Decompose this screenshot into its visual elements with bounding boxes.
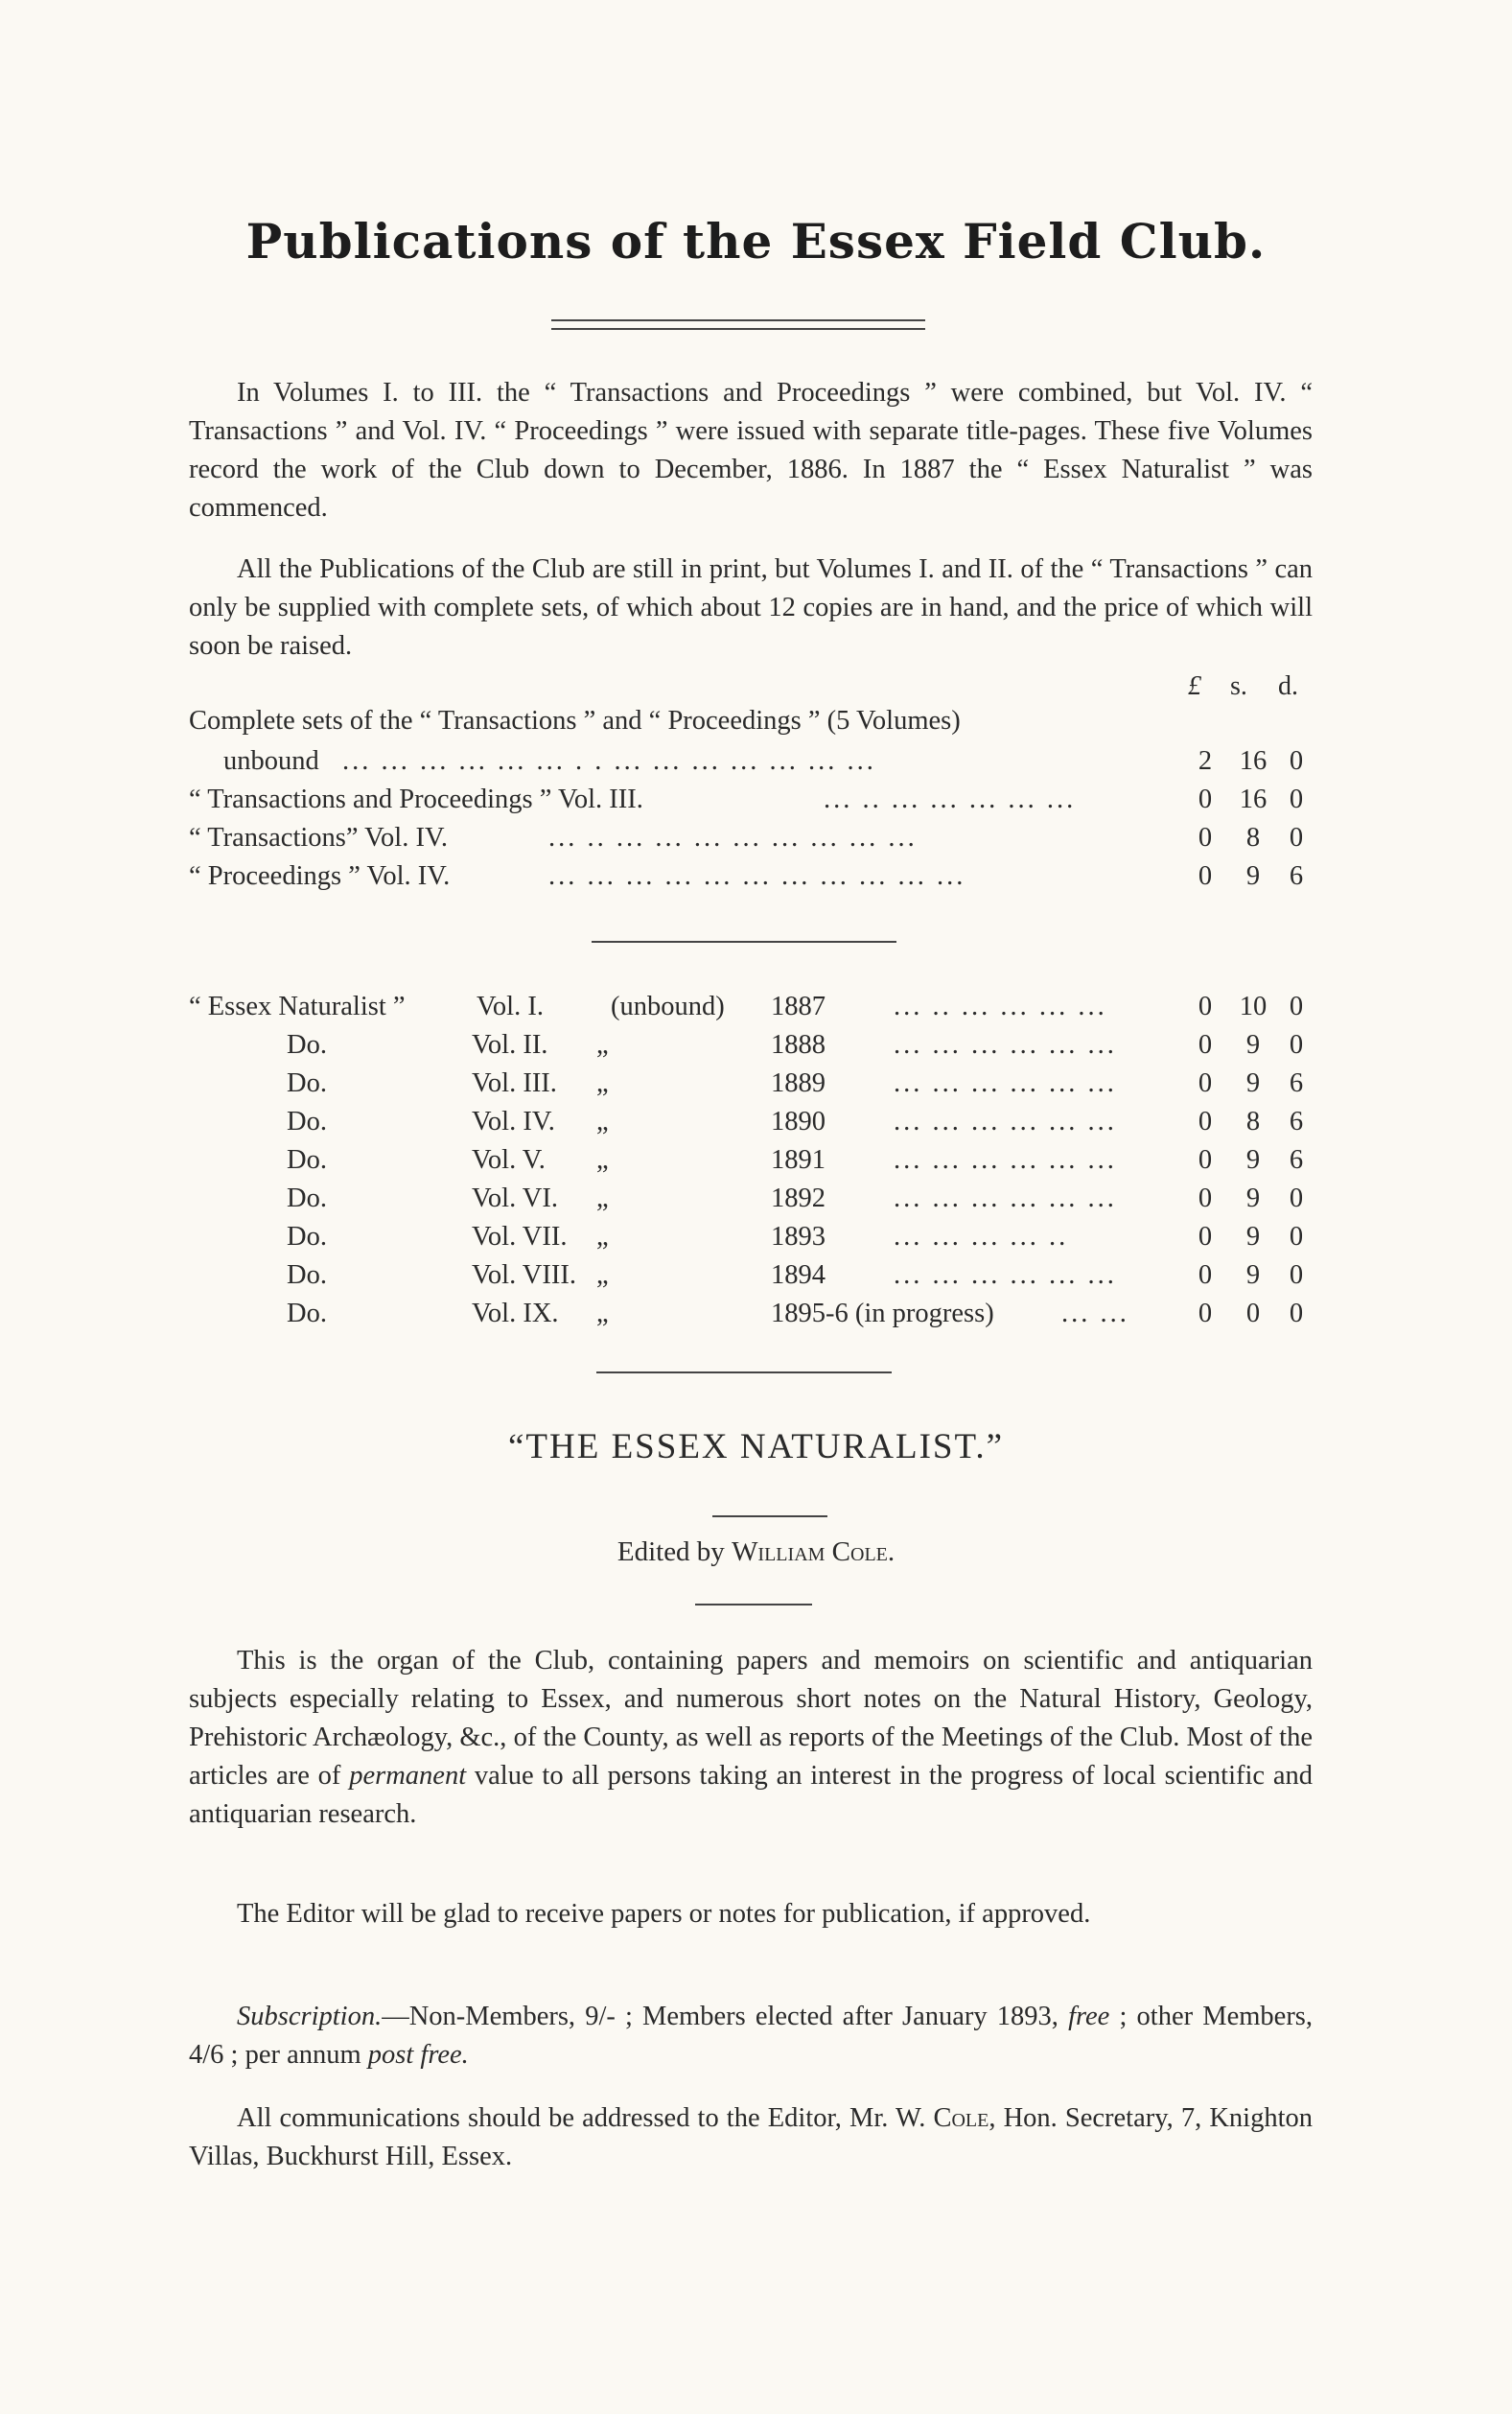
section-rule: [596, 1371, 892, 1373]
price-row: [189, 742, 1313, 781]
price-shillings: 9: [1245, 1145, 1261, 1175]
price-shillings: 8: [1245, 1107, 1261, 1137]
price-row: [189, 819, 1313, 857]
naturalist-note: „: [596, 1299, 609, 1328]
pence-header: d.: [1278, 671, 1298, 701]
price-pounds: 0: [1198, 785, 1213, 814]
price-pounds: 2: [1198, 746, 1213, 776]
title-rule: [551, 319, 925, 330]
naturalist-volume: Vol. II.: [472, 1030, 548, 1060]
price-pounds: 0: [1198, 823, 1213, 853]
price-shillings: 9: [1245, 1222, 1261, 1252]
naturalist-name: Do.: [287, 1030, 327, 1060]
page-title: Publications of the Essex Field Club.: [245, 213, 1267, 270]
naturalist-row: [189, 988, 1313, 1026]
naturalist-year: 1891: [771, 1145, 826, 1175]
naturalist-paragraph-1: This is the organ of the Club, containing papers and memoirs on scientific and antiquarian subjects especially relating to Essex, and numerous short notes on the Natural History, Geology, Prehistoric Archæology, &c., of the County, as well as reports of the Meetings of the Club. Most of the articles are of permanent value to all persons taking an interest in the progress of local scientific and antiquarian research.: [189, 1646, 1313, 1829]
price-pence: 0: [1289, 1184, 1304, 1213]
naturalist-volume: Vol. IV.: [472, 1107, 555, 1137]
price-pence: 0: [1289, 823, 1304, 853]
price-shillings: 10: [1239, 992, 1268, 1021]
price-pence: 6: [1289, 1068, 1304, 1098]
leader-dots: ... ... ... ... ... ...: [894, 1030, 1117, 1060]
intro-paragraph-1: In Volumes I. to III. the “ Transactions and Proceedings ” were combined, but Vol. IV. “ Transactions ” and Vol. IV. “ Proceedings ” were issued with separate title-pages. These five Volumes record the work of the Club down to December, 1886. In 1887 the “ Essex Naturalist ” was commenced.: [189, 378, 1313, 523]
naturalist-note: „: [596, 1145, 609, 1175]
edited-by-label: Edited by: [616, 1536, 725, 1567]
naturalist-row: [189, 1026, 1313, 1065]
price-pounds: 0: [1198, 1222, 1213, 1252]
naturalist-volume: Vol. V.: [472, 1145, 546, 1175]
price-row-label: “ Transactions” Vol. IV.: [189, 823, 448, 853]
price-pence: 0: [1289, 785, 1304, 814]
naturalist-year: 1894: [771, 1260, 826, 1290]
naturalist-name: Do.: [287, 1184, 327, 1213]
leader-dots: ... ... ... ... ... ... . . ... ... ... ... ... ... ...: [342, 746, 876, 776]
price-pence: 6: [1289, 1107, 1304, 1137]
free-emphasis: free: [1068, 2002, 1110, 2031]
price-pounds: 0: [1198, 1030, 1213, 1060]
sets-intro: Complete sets of the “ Transactions ” and “ Proceedings ” (5 Volumes): [189, 706, 961, 736]
price-pence: 0: [1289, 1299, 1304, 1328]
price-pence: 0: [1289, 992, 1304, 1021]
price-pence: 0: [1289, 1260, 1304, 1290]
naturalist-row: [189, 1065, 1313, 1103]
naturalist-year: 1887: [771, 992, 826, 1021]
section-rule: [592, 941, 896, 943]
subscription-paragraph: Subscription.—Non-Members, 9/- ; Members elected after January 1893, free ; other Members, 4/6 ; per annum post free.: [189, 2002, 1314, 2070]
naturalist-name: Do.: [287, 1222, 327, 1252]
leader-dots: ... ... ... ... ... ...: [894, 1145, 1117, 1175]
naturalist-name: Do.: [287, 1107, 327, 1137]
naturalist-name: Do.: [287, 1260, 327, 1290]
leader-dots: ... ... ... ... ... ... ... ... ... ... ...: [548, 861, 966, 891]
price-pounds: 0: [1198, 992, 1213, 1021]
naturalist-year: 1889: [771, 1068, 826, 1098]
leader-dots: ... ... ... ... ..: [894, 1222, 1069, 1252]
price-shillings: 8: [1245, 823, 1261, 853]
editor-line: [0, 1536, 1512, 1568]
price-row: [189, 857, 1313, 896]
naturalist-year: 1895-6 (in progress): [771, 1299, 994, 1328]
price-pounds: 0: [1198, 1184, 1213, 1213]
naturalist-note: (unbound): [611, 992, 725, 1021]
post-free-emphasis: post free.: [367, 2040, 469, 2070]
contact-name: Cole,: [933, 2103, 996, 2133]
naturalist-volume: Vol. III.: [472, 1068, 557, 1098]
naturalist-row: [189, 1180, 1313, 1218]
naturalist-volume: Vol. IX.: [472, 1299, 559, 1328]
naturalist-name: Do.: [287, 1068, 327, 1098]
leader-dots: ... .. ... ... ... ... ...: [824, 785, 1077, 814]
price-row-label: unbound: [223, 746, 319, 776]
price-shillings: 16: [1239, 785, 1268, 814]
price-shillings: 9: [1245, 1030, 1261, 1060]
naturalist-paragraph-2: The Editor will be glad to receive papers or notes for publication, if approved.: [237, 1899, 1091, 1929]
leader-dots: ... ... ... ... ... ...: [894, 1260, 1117, 1290]
naturalist-note: „: [596, 1107, 609, 1137]
price-row-label: “ Transactions and Proceedings ” Vol. III.: [189, 785, 643, 814]
price-shillings: 0: [1245, 1299, 1261, 1328]
naturalist-heading: “THE ESSEX NATURALIST.”: [507, 1427, 1004, 1466]
naturalist-row: [189, 1218, 1313, 1256]
editor-rule: [695, 1604, 812, 1605]
leader-dots: ... .. ... ... ... ...: [894, 992, 1107, 1021]
subscription-label: Subscription.: [237, 2002, 383, 2031]
intro-paragraph-2: All the Publications of the Club are still in print, but Volumes I. and II. of the “ Transactions ” can only be supplied with complete sets, of which about 12 copies are in hand, and the price of which will soon be raised.: [189, 554, 1313, 661]
price-pounds: 0: [1198, 861, 1213, 891]
price-shillings: 9: [1245, 1260, 1261, 1290]
price-shillings: 9: [1245, 1068, 1261, 1098]
naturalist-row: [189, 1141, 1313, 1180]
naturalist-volume: Vol. I.: [477, 992, 544, 1021]
contact-paragraph: All communications should be addressed to the Editor, Mr. W. Cole, Hon. Secretary, 7, Knighton Villas, Buckhurst Hill, Essex.: [189, 2103, 1313, 2171]
price-pounds: 0: [1198, 1107, 1213, 1137]
naturalist-year: 1892: [771, 1184, 826, 1213]
naturalist-row: [189, 1295, 1313, 1333]
permanent-emphasis: permanent: [349, 1761, 467, 1791]
leader-dots: ... ... ... ... ... ...: [894, 1068, 1117, 1098]
leader-dots: ... ... ... ... ... ...: [894, 1184, 1117, 1213]
price-pence: 0: [1289, 1222, 1304, 1252]
price-pounds: 0: [1198, 1260, 1213, 1290]
naturalist-row: [189, 1256, 1313, 1295]
naturalist-year: 1893: [771, 1222, 826, 1252]
naturalist-note: „: [596, 1184, 609, 1213]
naturalist-volume: Vol. VIII.: [472, 1260, 576, 1290]
naturalist-year: 1890: [771, 1107, 826, 1137]
heading-rule: [712, 1515, 827, 1517]
naturalist-row: [189, 1103, 1313, 1141]
price-pence: 6: [1289, 1145, 1304, 1175]
pounds-header: £: [1188, 671, 1201, 701]
naturalist-volume: Vol. VII.: [472, 1222, 568, 1252]
shillings-header: s.: [1230, 671, 1247, 701]
price-pounds: 0: [1198, 1299, 1213, 1328]
price-row-label: “ Proceedings ” Vol. IV.: [189, 861, 451, 891]
leader-dots: ... ... ... ... ... ...: [894, 1107, 1117, 1137]
naturalist-name: Do.: [287, 1299, 327, 1328]
price-pence: 6: [1289, 861, 1304, 891]
price-row: [189, 781, 1313, 819]
price-pence: 0: [1289, 1030, 1304, 1060]
price-pounds: 0: [1198, 1145, 1213, 1175]
naturalist-volume: Vol. VI.: [472, 1184, 559, 1213]
price-pence: 0: [1289, 746, 1304, 776]
naturalist-note: „: [596, 1260, 609, 1290]
price-pounds: 0: [1198, 1068, 1213, 1098]
naturalist-year: 1888: [771, 1030, 826, 1060]
price-shillings: 16: [1239, 746, 1268, 776]
leader-dots: ... .. ... ... ... ... ... ... ... ...: [548, 823, 918, 853]
naturalist-note: „: [596, 1030, 609, 1060]
leader-dots: ... ...: [1061, 1299, 1129, 1328]
editor-name: William Cole.: [732, 1536, 896, 1567]
price-shillings: 9: [1245, 861, 1261, 891]
naturalist-name: “ Essex Naturalist ”: [189, 992, 406, 1021]
naturalist-note: „: [596, 1222, 609, 1252]
naturalist-note: „: [596, 1068, 609, 1098]
naturalist-name: Do.: [287, 1145, 327, 1175]
price-shillings: 9: [1245, 1184, 1261, 1213]
